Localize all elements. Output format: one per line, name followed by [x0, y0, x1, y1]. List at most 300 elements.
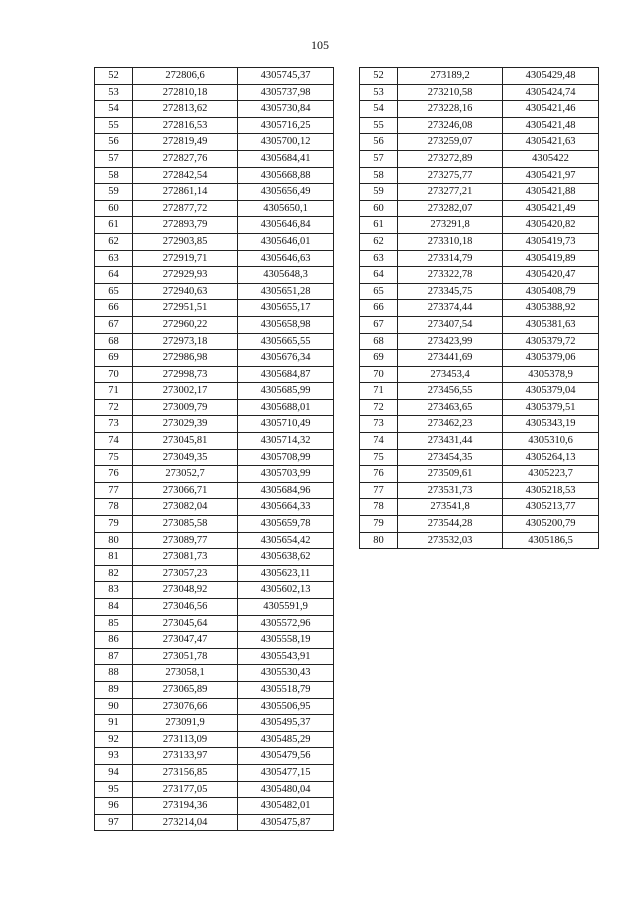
table-row	[95, 283, 334, 300]
point-number-cell: 96	[95, 798, 133, 815]
point-number-cell: 73	[360, 416, 398, 433]
table-row	[360, 84, 599, 101]
x-coordinate-cell: 273282,07	[398, 200, 503, 217]
x-coordinate-cell: 273246,08	[398, 117, 503, 134]
point-number-cell: 87	[95, 648, 133, 665]
table-row	[360, 200, 599, 217]
y-coordinate-cell: 4305688,01	[238, 399, 334, 416]
x-coordinate-cell: 272816,53	[133, 117, 238, 134]
point-number-cell: 63	[95, 250, 133, 267]
y-coordinate-cell: 4305200,79	[503, 516, 599, 533]
x-coordinate-cell: 273029,39	[133, 416, 238, 433]
table-row	[95, 466, 334, 483]
y-coordinate-cell: 4305424,74	[503, 84, 599, 101]
x-coordinate-cell: 273228,16	[398, 101, 503, 118]
y-coordinate-cell: 4305482,01	[238, 798, 334, 815]
table-row	[95, 715, 334, 732]
point-number-cell: 57	[360, 150, 398, 167]
point-number-cell: 70	[95, 366, 133, 383]
table-row	[95, 781, 334, 798]
point-number-cell: 82	[95, 565, 133, 582]
point-number-cell: 55	[360, 117, 398, 134]
y-coordinate-cell: 4305421,46	[503, 101, 599, 118]
x-coordinate-cell: 273049,35	[133, 449, 238, 466]
table-row	[95, 698, 334, 715]
x-coordinate-cell: 273051,78	[133, 648, 238, 665]
table-row	[360, 383, 599, 400]
x-coordinate-cell: 272960,22	[133, 316, 238, 333]
x-coordinate-cell: 273194,36	[133, 798, 238, 815]
x-coordinate-cell: 273544,28	[398, 516, 503, 533]
x-coordinate-cell: 273453,4	[398, 366, 503, 383]
table-row	[360, 300, 599, 317]
table-row	[95, 250, 334, 267]
point-number-cell: 61	[360, 217, 398, 234]
x-coordinate-cell: 273047,47	[133, 632, 238, 649]
x-coordinate-cell: 273085,58	[133, 516, 238, 533]
y-coordinate-cell: 4305684,41	[238, 150, 334, 167]
point-number-cell: 91	[95, 715, 133, 732]
table-row	[95, 134, 334, 151]
y-coordinate-cell: 4305495,37	[238, 715, 334, 732]
table-row	[95, 200, 334, 217]
point-number-cell: 94	[95, 764, 133, 781]
point-number-cell: 74	[360, 433, 398, 450]
y-coordinate-cell: 4305223,7	[503, 466, 599, 483]
y-coordinate-cell: 4305646,01	[238, 233, 334, 250]
y-coordinate-cell: 4305646,84	[238, 217, 334, 234]
table-row	[95, 184, 334, 201]
x-coordinate-cell: 273272,89	[398, 150, 503, 167]
point-number-cell: 53	[95, 84, 133, 101]
table-row	[95, 565, 334, 582]
y-coordinate-cell: 4305665,55	[238, 333, 334, 350]
x-coordinate-cell: 272929,93	[133, 267, 238, 284]
table-row	[95, 764, 334, 781]
y-coordinate-cell: 4305264,13	[503, 449, 599, 466]
x-coordinate-cell: 273423,99	[398, 333, 503, 350]
point-number-cell: 52	[360, 68, 398, 85]
point-number-cell: 66	[95, 300, 133, 317]
y-coordinate-cell: 4305668,88	[238, 167, 334, 184]
y-coordinate-cell: 4305343,19	[503, 416, 599, 433]
y-coordinate-cell: 4305475,87	[238, 814, 334, 831]
point-number-cell: 67	[360, 316, 398, 333]
point-number-cell: 68	[95, 333, 133, 350]
coordinates-table-right-body	[360, 68, 599, 549]
x-coordinate-cell: 272940,63	[133, 283, 238, 300]
table-row	[95, 731, 334, 748]
point-number-cell: 54	[95, 101, 133, 118]
y-coordinate-cell: 4305651,28	[238, 283, 334, 300]
table-row	[95, 516, 334, 533]
point-number-cell: 84	[95, 599, 133, 616]
y-coordinate-cell: 4305659,78	[238, 516, 334, 533]
point-number-cell: 56	[95, 134, 133, 151]
y-coordinate-cell: 4305700,12	[238, 134, 334, 151]
y-coordinate-cell: 4305506,95	[238, 698, 334, 715]
x-coordinate-cell: 273081,73	[133, 549, 238, 566]
point-number-cell: 80	[360, 532, 398, 549]
table-row	[95, 399, 334, 416]
point-number-cell: 85	[95, 615, 133, 632]
table-row	[360, 267, 599, 284]
y-coordinate-cell: 4305558,19	[238, 632, 334, 649]
y-coordinate-cell: 4305388,92	[503, 300, 599, 317]
table-row	[360, 283, 599, 300]
table-row	[95, 433, 334, 450]
point-number-cell: 79	[95, 516, 133, 533]
y-coordinate-cell: 4305477,15	[238, 764, 334, 781]
point-number-cell: 59	[95, 184, 133, 201]
point-number-cell: 78	[95, 499, 133, 516]
table-row	[360, 250, 599, 267]
coordinates-table-left	[94, 67, 334, 831]
point-number-cell: 55	[95, 117, 133, 134]
y-coordinate-cell: 4305421,63	[503, 134, 599, 151]
coordinates-table-left-body	[95, 68, 334, 831]
point-number-cell: 77	[360, 482, 398, 499]
table-row	[95, 267, 334, 284]
y-coordinate-cell: 4305479,56	[238, 748, 334, 765]
y-coordinate-cell: 4305638,62	[238, 549, 334, 566]
x-coordinate-cell: 273374,44	[398, 300, 503, 317]
table-row	[95, 350, 334, 367]
point-number-cell: 68	[360, 333, 398, 350]
x-coordinate-cell: 273052,7	[133, 466, 238, 483]
table-row	[360, 150, 599, 167]
table-row	[360, 366, 599, 383]
table-row	[95, 482, 334, 499]
x-coordinate-cell: 273532,03	[398, 532, 503, 549]
table-row	[95, 582, 334, 599]
y-coordinate-cell: 4305480,04	[238, 781, 334, 798]
table-row	[95, 532, 334, 549]
point-number-cell: 57	[95, 150, 133, 167]
point-number-cell: 83	[95, 582, 133, 599]
x-coordinate-cell: 273322,78	[398, 267, 503, 284]
point-number-cell: 61	[95, 217, 133, 234]
x-coordinate-cell: 273463,65	[398, 399, 503, 416]
x-coordinate-cell: 273046,56	[133, 599, 238, 616]
table-row	[95, 599, 334, 616]
point-number-cell: 65	[360, 283, 398, 300]
point-number-cell: 93	[95, 748, 133, 765]
x-coordinate-cell: 272842,54	[133, 167, 238, 184]
x-coordinate-cell: 273462,23	[398, 416, 503, 433]
table-row	[95, 68, 334, 85]
x-coordinate-cell: 272810,18	[133, 84, 238, 101]
table-row	[95, 84, 334, 101]
table-row	[95, 366, 334, 383]
y-coordinate-cell: 4305485,29	[238, 731, 334, 748]
point-number-cell: 64	[95, 267, 133, 284]
x-coordinate-cell: 273441,69	[398, 350, 503, 367]
table-row	[360, 350, 599, 367]
x-coordinate-cell: 272951,51	[133, 300, 238, 317]
table-row	[95, 798, 334, 815]
x-coordinate-cell: 273058,1	[133, 665, 238, 682]
y-coordinate-cell: 4305710,49	[238, 416, 334, 433]
point-number-cell: 72	[360, 399, 398, 416]
table-row	[95, 632, 334, 649]
y-coordinate-cell: 4305745,37	[238, 68, 334, 85]
point-number-cell: 86	[95, 632, 133, 649]
point-number-cell: 72	[95, 399, 133, 416]
y-coordinate-cell: 4305572,96	[238, 615, 334, 632]
point-number-cell: 63	[360, 250, 398, 267]
table-row	[360, 399, 599, 416]
x-coordinate-cell: 272819,49	[133, 134, 238, 151]
point-number-cell: 60	[360, 200, 398, 217]
table-row	[360, 333, 599, 350]
x-coordinate-cell: 273156,85	[133, 764, 238, 781]
y-coordinate-cell: 4305408,79	[503, 283, 599, 300]
point-number-cell: 62	[95, 233, 133, 250]
y-coordinate-cell: 4305716,25	[238, 117, 334, 134]
table-row	[95, 217, 334, 234]
y-coordinate-cell: 4305379,06	[503, 350, 599, 367]
x-coordinate-cell: 273407,54	[398, 316, 503, 333]
x-coordinate-cell: 273082,04	[133, 499, 238, 516]
table-row	[360, 499, 599, 516]
x-coordinate-cell: 272861,14	[133, 184, 238, 201]
x-coordinate-cell: 273431,44	[398, 433, 503, 450]
x-coordinate-cell: 272986,98	[133, 350, 238, 367]
point-number-cell: 80	[95, 532, 133, 549]
point-number-cell: 53	[360, 84, 398, 101]
y-coordinate-cell: 4305218,53	[503, 482, 599, 499]
y-coordinate-cell: 4305379,51	[503, 399, 599, 416]
x-coordinate-cell: 273057,23	[133, 565, 238, 582]
coordinates-table-right	[359, 67, 599, 549]
x-coordinate-cell: 272813,62	[133, 101, 238, 118]
y-coordinate-cell: 4305684,96	[238, 482, 334, 499]
y-coordinate-cell: 4305676,34	[238, 350, 334, 367]
point-number-cell: 70	[360, 366, 398, 383]
x-coordinate-cell: 273275,77	[398, 167, 503, 184]
x-coordinate-cell: 273214,04	[133, 814, 238, 831]
table-row	[95, 549, 334, 566]
x-coordinate-cell: 272893,79	[133, 217, 238, 234]
y-coordinate-cell: 4305655,17	[238, 300, 334, 317]
table-row	[360, 117, 599, 134]
point-number-cell: 69	[95, 350, 133, 367]
table-row	[95, 333, 334, 350]
table-row	[95, 499, 334, 516]
x-coordinate-cell: 273277,21	[398, 184, 503, 201]
x-coordinate-cell: 273177,05	[133, 781, 238, 798]
x-coordinate-cell: 273066,71	[133, 482, 238, 499]
y-coordinate-cell: 4305421,49	[503, 200, 599, 217]
y-coordinate-cell: 4305421,97	[503, 167, 599, 184]
point-number-cell: 65	[95, 283, 133, 300]
x-coordinate-cell: 273133,97	[133, 748, 238, 765]
table-row	[360, 233, 599, 250]
y-coordinate-cell: 4305648,3	[238, 267, 334, 284]
y-coordinate-cell: 4305420,82	[503, 217, 599, 234]
point-number-cell: 59	[360, 184, 398, 201]
y-coordinate-cell: 4305684,87	[238, 366, 334, 383]
table-row	[360, 516, 599, 533]
y-coordinate-cell: 4305429,48	[503, 68, 599, 85]
x-coordinate-cell: 273113,09	[133, 731, 238, 748]
x-coordinate-cell: 273456,55	[398, 383, 503, 400]
table-row	[95, 383, 334, 400]
table-row	[95, 117, 334, 134]
y-coordinate-cell: 4305658,98	[238, 316, 334, 333]
point-number-cell: 62	[360, 233, 398, 250]
point-number-cell: 77	[95, 482, 133, 499]
x-coordinate-cell: 273002,17	[133, 383, 238, 400]
table-row	[95, 300, 334, 317]
table-row	[360, 416, 599, 433]
point-number-cell: 71	[360, 383, 398, 400]
table-row	[95, 101, 334, 118]
x-coordinate-cell: 273009,79	[133, 399, 238, 416]
x-coordinate-cell: 273310,18	[398, 233, 503, 250]
y-coordinate-cell: 4305420,47	[503, 267, 599, 284]
point-number-cell: 92	[95, 731, 133, 748]
table-row	[95, 665, 334, 682]
point-number-cell: 75	[95, 449, 133, 466]
point-number-cell: 76	[95, 466, 133, 483]
table-row	[360, 101, 599, 118]
point-number-cell: 54	[360, 101, 398, 118]
point-number-cell: 66	[360, 300, 398, 317]
table-row	[360, 433, 599, 450]
point-number-cell: 58	[95, 167, 133, 184]
x-coordinate-cell: 273541,8	[398, 499, 503, 516]
x-coordinate-cell: 272877,72	[133, 200, 238, 217]
x-coordinate-cell: 273259,07	[398, 134, 503, 151]
x-coordinate-cell: 273291,8	[398, 217, 503, 234]
table-row	[360, 466, 599, 483]
table-row	[95, 316, 334, 333]
y-coordinate-cell: 4305378,9	[503, 366, 599, 383]
y-coordinate-cell: 4305591,9	[238, 599, 334, 616]
table-row	[360, 532, 599, 549]
table-row	[360, 184, 599, 201]
table-row	[95, 150, 334, 167]
x-coordinate-cell: 272806,6	[133, 68, 238, 85]
point-number-cell: 97	[95, 814, 133, 831]
x-coordinate-cell: 272973,18	[133, 333, 238, 350]
y-coordinate-cell: 4305419,73	[503, 233, 599, 250]
page-number: 105	[311, 38, 329, 52]
x-coordinate-cell: 273189,2	[398, 68, 503, 85]
y-coordinate-cell: 4305530,43	[238, 665, 334, 682]
y-coordinate-cell: 4305213,77	[503, 499, 599, 516]
x-coordinate-cell: 273089,77	[133, 532, 238, 549]
x-coordinate-cell: 273509,61	[398, 466, 503, 483]
table-row	[360, 68, 599, 85]
x-coordinate-cell: 273531,73	[398, 482, 503, 499]
point-number-cell: 60	[95, 200, 133, 217]
point-number-cell: 58	[360, 167, 398, 184]
y-coordinate-cell: 4305381,63	[503, 316, 599, 333]
y-coordinate-cell: 4305421,48	[503, 117, 599, 134]
x-coordinate-cell: 273314,79	[398, 250, 503, 267]
y-coordinate-cell: 4305730,84	[238, 101, 334, 118]
y-coordinate-cell: 4305708,99	[238, 449, 334, 466]
y-coordinate-cell: 4305685,99	[238, 383, 334, 400]
point-number-cell: 73	[95, 416, 133, 433]
y-coordinate-cell: 4305421,88	[503, 184, 599, 201]
y-coordinate-cell: 4305422	[503, 150, 599, 167]
table-row	[360, 449, 599, 466]
table-row	[95, 814, 334, 831]
table-row	[360, 167, 599, 184]
y-coordinate-cell: 4305714,32	[238, 433, 334, 450]
point-number-cell: 95	[95, 781, 133, 798]
point-number-cell: 90	[95, 698, 133, 715]
point-number-cell: 67	[95, 316, 133, 333]
x-coordinate-cell: 273210,58	[398, 84, 503, 101]
x-coordinate-cell: 273048,92	[133, 582, 238, 599]
x-coordinate-cell: 272919,71	[133, 250, 238, 267]
y-coordinate-cell: 4305602,13	[238, 582, 334, 599]
point-number-cell: 88	[95, 665, 133, 682]
point-number-cell: 64	[360, 267, 398, 284]
point-number-cell: 89	[95, 681, 133, 698]
x-coordinate-cell: 273045,64	[133, 615, 238, 632]
y-coordinate-cell: 4305379,72	[503, 333, 599, 350]
x-coordinate-cell: 273454,35	[398, 449, 503, 466]
x-coordinate-cell: 272998,73	[133, 366, 238, 383]
point-number-cell: 76	[360, 466, 398, 483]
table-row	[95, 167, 334, 184]
point-number-cell: 79	[360, 516, 398, 533]
table-row	[360, 134, 599, 151]
table-row	[360, 316, 599, 333]
y-coordinate-cell: 4305623,11	[238, 565, 334, 582]
point-number-cell: 71	[95, 383, 133, 400]
y-coordinate-cell: 4305646,63	[238, 250, 334, 267]
x-coordinate-cell: 272827,76	[133, 150, 238, 167]
x-coordinate-cell: 272903,85	[133, 233, 238, 250]
x-coordinate-cell: 273045,81	[133, 433, 238, 450]
y-coordinate-cell: 4305379,04	[503, 383, 599, 400]
point-number-cell: 75	[360, 449, 398, 466]
table-row	[95, 648, 334, 665]
x-coordinate-cell: 273091,9	[133, 715, 238, 732]
y-coordinate-cell: 4305543,91	[238, 648, 334, 665]
table-row	[95, 416, 334, 433]
x-coordinate-cell: 273065,89	[133, 681, 238, 698]
table-row	[360, 482, 599, 499]
point-number-cell: 81	[95, 549, 133, 566]
table-row	[95, 233, 334, 250]
point-number-cell: 52	[95, 68, 133, 85]
x-coordinate-cell: 273345,75	[398, 283, 503, 300]
y-coordinate-cell: 4305419,89	[503, 250, 599, 267]
y-coordinate-cell: 4305703,99	[238, 466, 334, 483]
y-coordinate-cell: 4305664,33	[238, 499, 334, 516]
point-number-cell: 56	[360, 134, 398, 151]
y-coordinate-cell: 4305654,42	[238, 532, 334, 549]
table-row	[360, 217, 599, 234]
y-coordinate-cell: 4305737,98	[238, 84, 334, 101]
y-coordinate-cell: 4305186,5	[503, 532, 599, 549]
y-coordinate-cell: 4305650,1	[238, 200, 334, 217]
y-coordinate-cell: 4305310,6	[503, 433, 599, 450]
point-number-cell: 78	[360, 499, 398, 516]
x-coordinate-cell: 273076,66	[133, 698, 238, 715]
table-row	[95, 748, 334, 765]
point-number-cell: 74	[95, 433, 133, 450]
table-row	[95, 615, 334, 632]
